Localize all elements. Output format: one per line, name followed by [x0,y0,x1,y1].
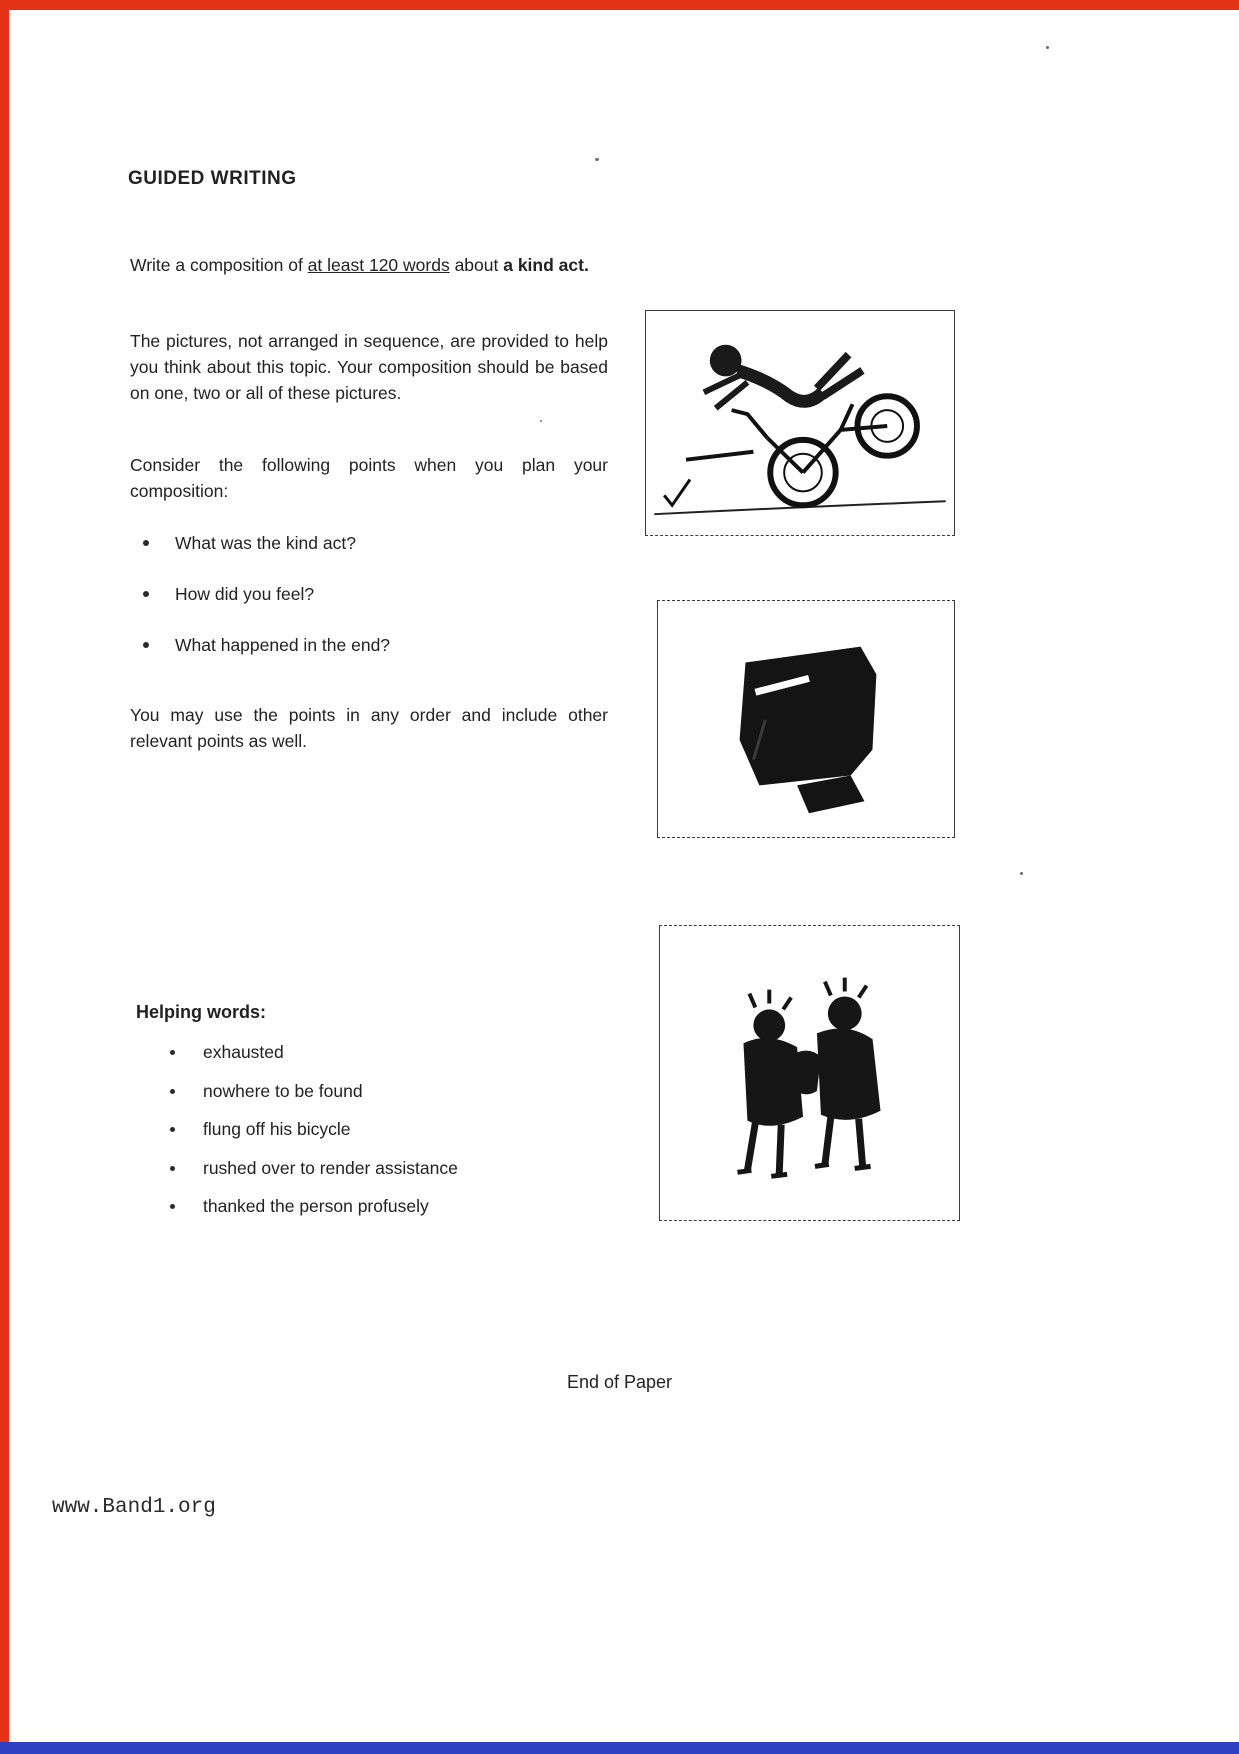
bullet-icon [143,540,149,546]
list-item [170,1117,458,1141]
list-item [170,1156,458,1180]
intro-bold-text: a kind act. [503,255,589,275]
consider-points-paragraph: Consider the following points when you plan your composition: [130,455,608,501]
scan-artifact [1046,46,1049,49]
list-item [143,531,390,555]
pictures-instruction-paragraph: The pictures, not arranged in sequence, are provided to help you think about this topic. Your composition should be based on one, two or all of these pictures. [130,331,608,403]
intro-text-middle: about [449,255,504,275]
scan-edge-bottom [0,1742,1239,1754]
scan-artifact [595,158,599,161]
picture-frame-2 [657,600,955,838]
scan-artifact [1020,872,1023,875]
checkmark-icon [664,479,690,505]
list-item [170,1040,458,1064]
bullet-icon [170,1127,175,1132]
helping-word-text: flung off his bicycle [203,1119,351,1139]
end-of-paper-text: End of Paper [566,1372,673,1392]
two-people-illustration [660,926,959,1220]
scan-edge-left [0,0,9,1754]
intro-paragraph [130,252,608,278]
scan-artifact [540,420,542,422]
helping-word-text: nowhere to be found [203,1080,363,1101]
bullet-icon [170,1166,175,1171]
bullet-icon [143,642,149,648]
consider-points-list [143,531,390,684]
any-order-paragraph: You may use the points in any order and include other relevant points as well. [130,705,608,751]
picture-frame-1 [645,310,955,536]
scan-edge-top [0,0,1239,10]
list-item [170,1079,458,1103]
bullet-icon [170,1050,175,1055]
boy-falling-off-bicycle-illustration [646,311,954,535]
bullet-icon [170,1204,175,1209]
list-item [143,582,390,606]
helping-word-text: exhausted [203,1042,284,1062]
bullet-icon [170,1089,175,1094]
point-text: What happened in the end? [175,635,391,655]
page-title: GUIDED WRITING [128,168,297,189]
point-text: What was the kind act? [175,533,356,553]
picture-frame-3 [659,925,960,1221]
watermark-url: www.Band1.org [52,1496,216,1519]
helping-words-list [170,1040,458,1233]
list-item [143,633,390,657]
helping-word-text: rushed over to render assistance [203,1157,458,1178]
helping-word-text: thanked the person profusely [203,1196,429,1216]
point-text: How did you feel? [175,584,315,604]
wallet-illustration [658,601,954,837]
list-item [170,1194,458,1218]
intro-underlined-text: at least 120 words [307,255,450,275]
intro-text-start: Write a composition of [130,255,308,275]
helping-words-heading: Helping words: [136,1002,266,1022]
bullet-icon [143,591,149,597]
